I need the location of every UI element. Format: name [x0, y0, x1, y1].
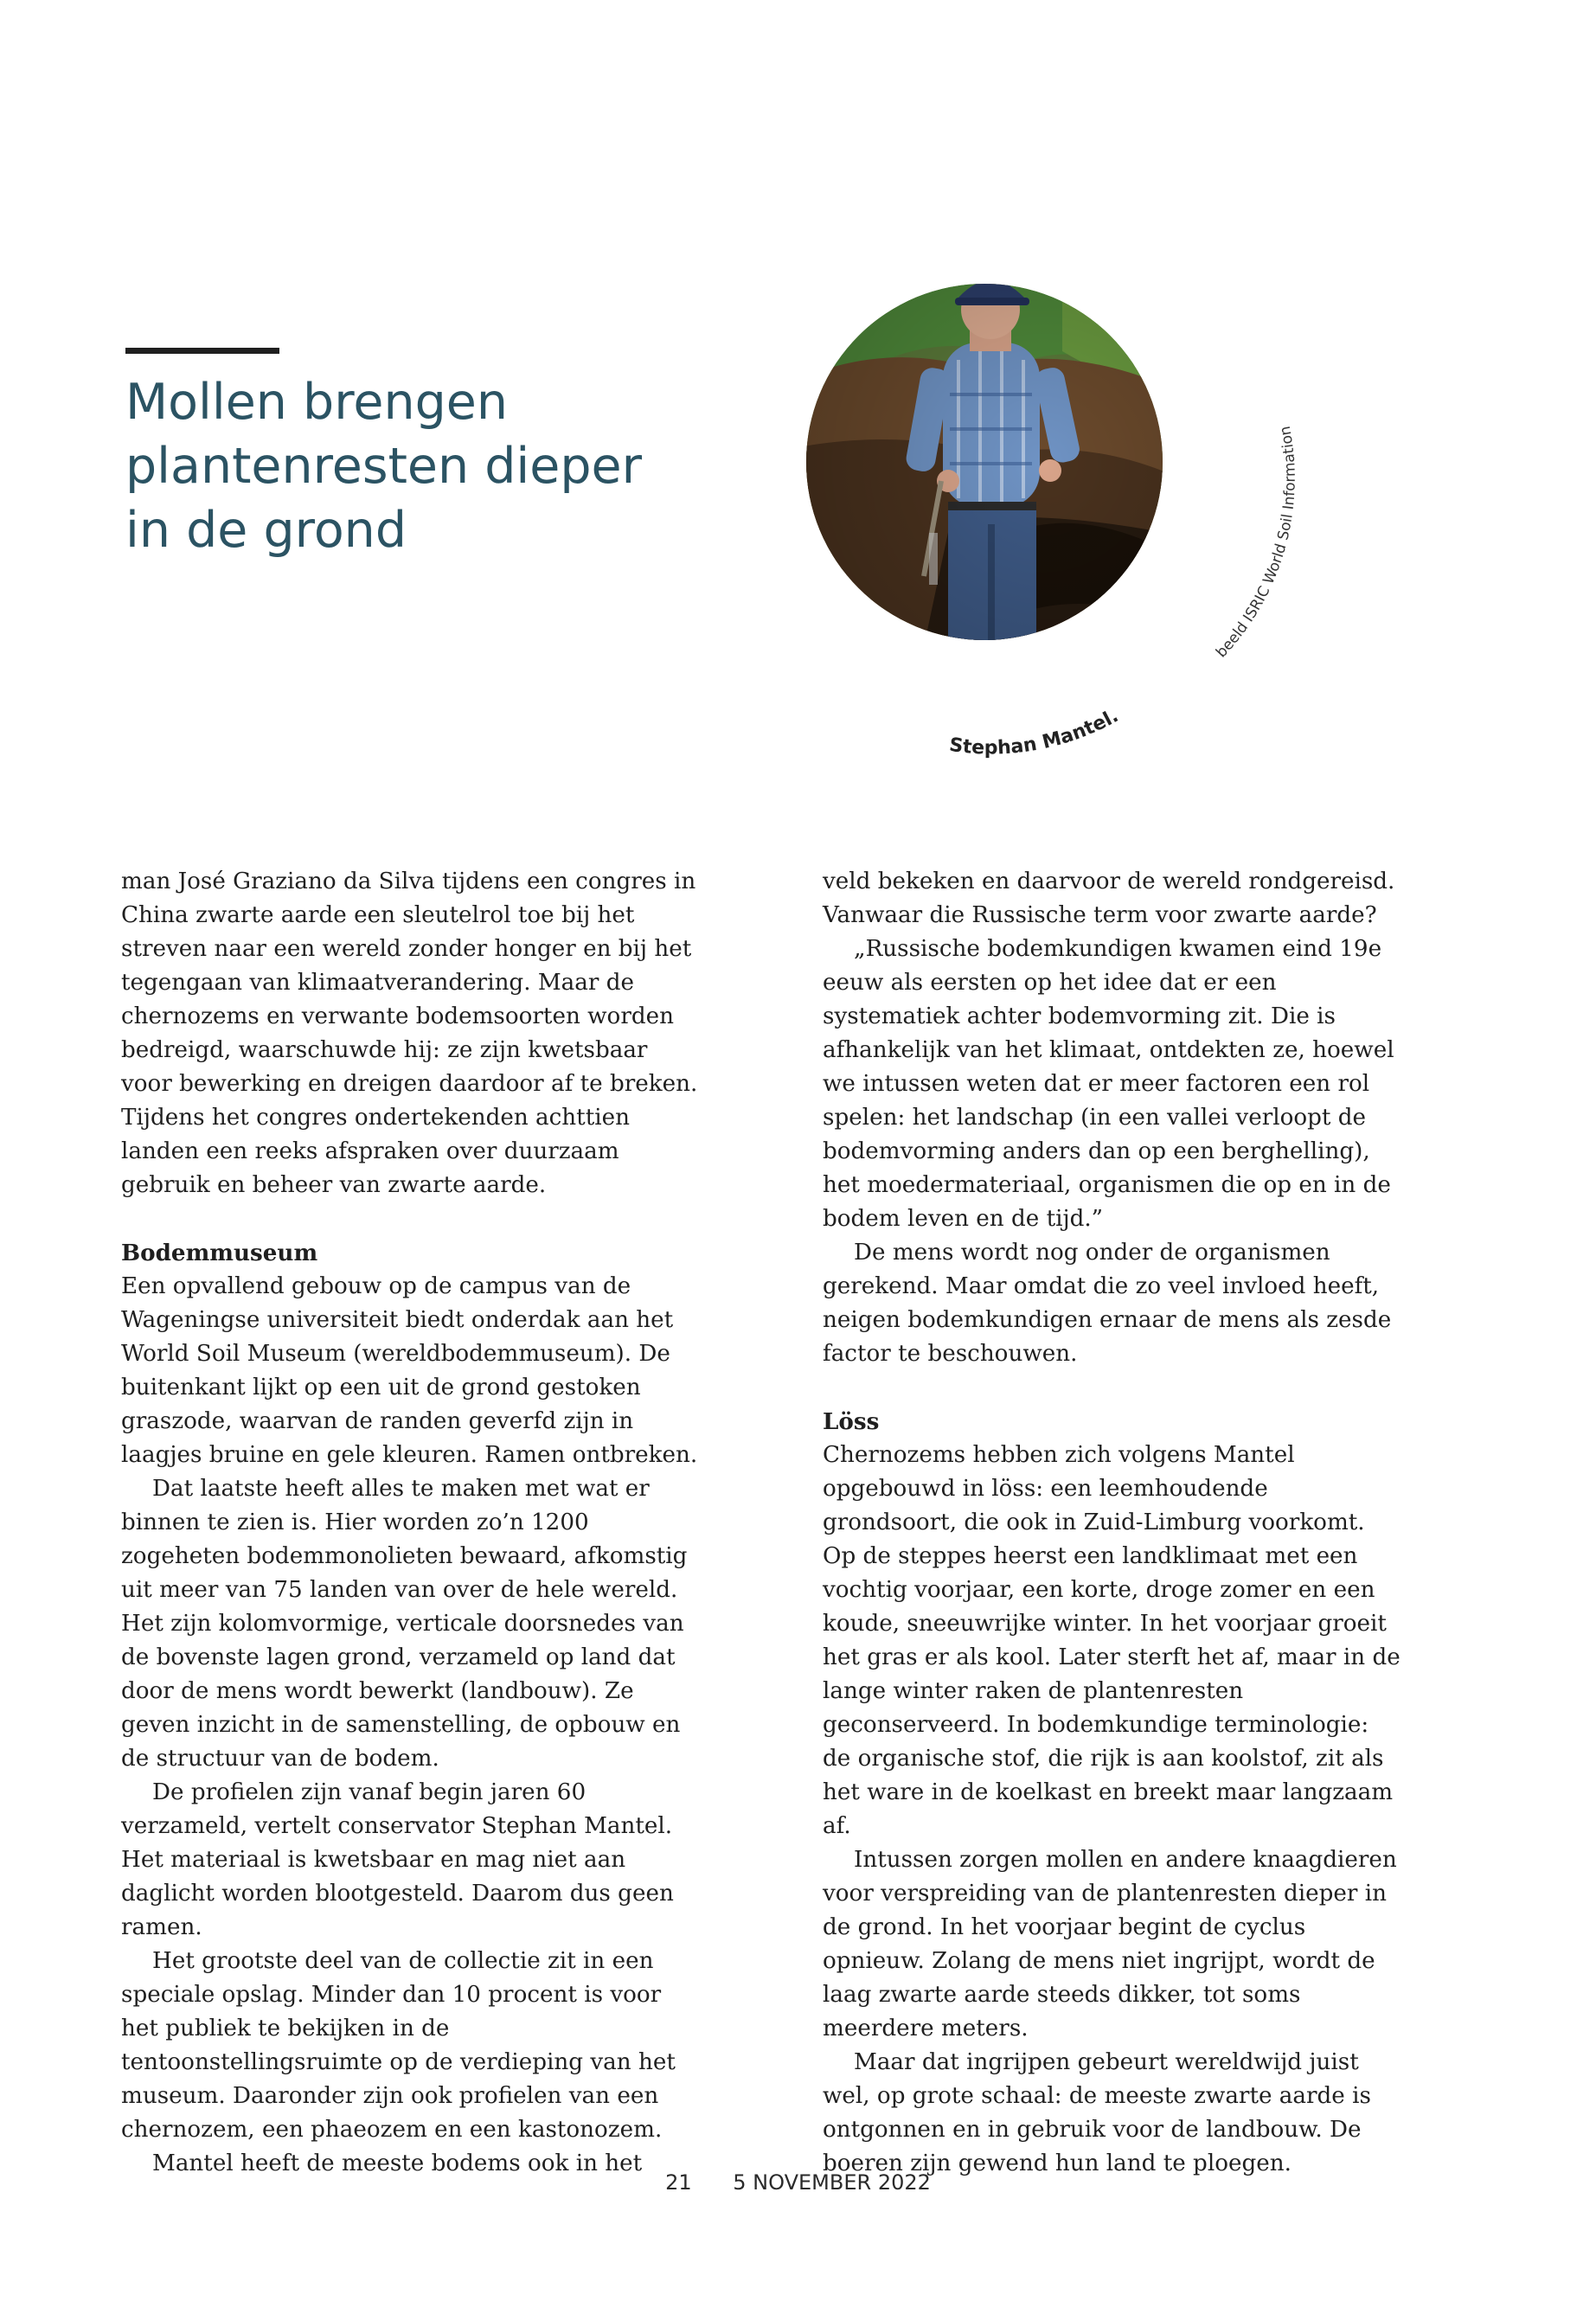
paragraph: Het grootste deel van de collectie zit in een speciale opslag. Minder dan 10 procent is voor het publiek te bekijken in de tentoonstellingsruimte op de verdieping van het museum. Daaronder zijn ook profielen van een chernozem, een phaeozem en een kastonozem.	[121, 1948, 676, 2143]
photo-scene	[803, 247, 1284, 728]
paragraph: Chernozems hebben zich volgens Mantel opgebouwd in löss: een leemhoudende grondsoort, die ook in Zuid-Limburg voorkomt. Op de steppes heerst een landklimaat met een vochtig voorjaar, een korte, droge zomer en een koude, sneeuwrijke winter. In het voorjaar groeit het gras er als kool. Later sterft het af, maar in de lange winter raken de plantenresten geconserveerd. In bodemkundige terminologie: de organische stof, die rijk is aan koolstof, zit als het ware in de koelkast en breekt maar langzaam af.	[823, 1442, 1401, 1839]
paragraph: De mens wordt nog onder de organismen gerekend. Maar omdat die zo veel invloed heeft, neigen bodemkundigen ernaar de mens als zesde factor te beschouwen.	[823, 1240, 1392, 1367]
page-footer	[0, 2170, 1596, 2195]
paragraph: Dat laatste heeft alles te maken met wat er binnen te zien is. Hier worden zo’n 1200 zogeheten bodemmonolieten bewaard, afkomstig uit meer van 75 landen van over de hele wereld. Het zijn kolomvormige, verticale doorsnedes van de bovenste lagen grond, verzameld op land dat door de mens wordt bewerkt (landbouw). Ze geven inzicht in de samenstelling, de opbouw en de structuur van de bodem.	[121, 1476, 688, 1772]
paragraph: De profielen zijn vanaf begin jaren 60 verzameld, vertelt conservator Stephan Mantel. Het materiaal is kwetsbaar en mag niet aan daglicht worden blootgesteld. Daarom dus geen ramen.	[121, 1779, 674, 1940]
page-number: 21	[665, 2170, 692, 2195]
paragraph: Intussen zorgen mollen en andere knaagdieren voor verspreiding van de plantenresten dieper in de grond. In het voorjaar begint de cyclus opnieuw. Zolang de mens niet ingrijpt, wordt de laag zwarte aarde steeds dikker, tot soms meerdere meters.	[823, 1847, 1397, 2041]
paragraph: „Russische bodemkundigen kwamen eind 19e eeuw als eersten op het idee dat er een systematiek achter bodemvorming zit. Die is afhankelijk van het klimaat, ontdekten ze, hoewel we intussen weten dat er meer factoren een rol spelen: het landschap (in een vallei verloopt de bodemvorming anders dan op een berghelling), het moedermateriaal, organismen die op en in de bodem leven en de tijd.”	[823, 936, 1394, 1232]
photo-credit: beeld ISRIC World Soil Information	[1213, 424, 1299, 662]
paragraph: Maar dat ingrijpen gebeurt wereldwijd juist wel, op grote schaal: de meeste zwarte aarde is ontgonnen en in gebruik voor de landbouw. De boeren zijn gewend hun land te ploegen.	[823, 2049, 1371, 2176]
paragraph: man José Graziano da Silva tijdens een congres in China zwarte aarde een sleutelrol toe bij het streven naar een wereld zonder honger en bij het tegengaan van klimaatverandering. Maar de chernozems en verwante bodemsoorten worden bedreigd, waarschuwde hij: ze zijn kwetsbaar voor bewerking en dreigen daardoor af te breken. Tijdens het congres ondertekenden achttien landen een reeks afspraken over duurzaam gebruik en beheer van zwarte aarde.	[121, 868, 698, 1198]
article-headline: Mollen brengen plantenresten dieper in de grond	[125, 374, 642, 559]
paragraph: Een opvallend gebouw op de campus van de Wageningse universiteit biedt onderdak aan het World Soil Museum (wereldbodemmuseum). De buitenkant lijkt op een uit de grond gestoken graszode, waarvan de randen geverfd zijn in laagjes bruine en gele kleuren. Ramen ontbreken.	[121, 1273, 698, 1468]
left-column	[121, 865, 701, 2181]
issue-date: 5 NOVEMBER 2022	[733, 2170, 931, 2195]
headline-rule	[125, 348, 279, 354]
paragraph: Mantel heeft de meeste bodems ook in het	[152, 2150, 643, 2176]
subheading-loss: Löss	[823, 1408, 880, 1435]
portrait-photo	[803, 247, 1299, 760]
right-column	[823, 865, 1402, 2181]
portrait-photo-graphic	[803, 247, 1299, 760]
paragraph: veld bekeken en daarvoor de wereld rondgereisd. Vanwaar die Russische term voor zwarte aarde?	[823, 868, 1395, 928]
photo-caption: Stephan Mantel.	[947, 705, 1123, 760]
subheading-bodemmuseum: Bodemmuseum	[121, 1240, 318, 1266]
